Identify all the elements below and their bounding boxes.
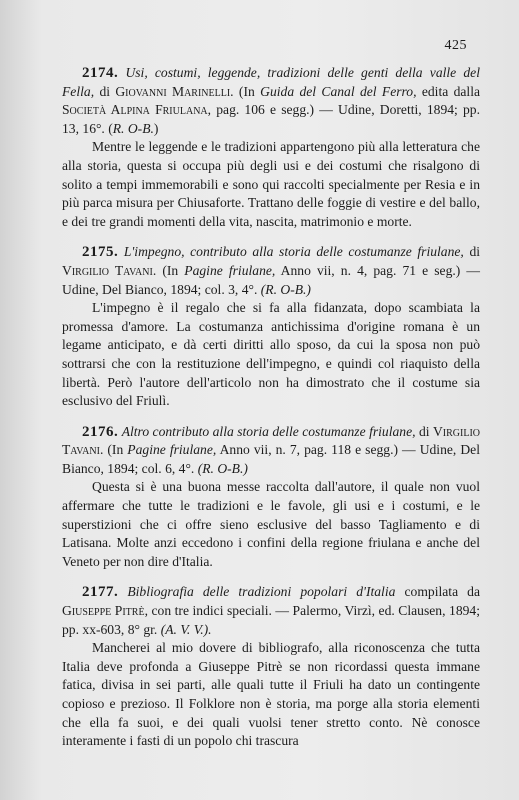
- entry-description: Mentre le leggende e le tradizioni appartengono più alla letteratura che alla storia, questa si occupa più degli usi e dei costumi che risalgono di solito a tempi immemorabili e sono qui raccolti specialmente per Resia e in più parca misura per Chiusaforte. Trattano delle foggie di vestire e del ballo, e dei tre grandi momenti della vita, nascita, matrimonio e morte.: [62, 139, 480, 229]
- entry-author: Virgilio Tavani.: [62, 262, 157, 278]
- entry-publication-details: Anno vii, n. 7, pag. 118 e segg.) — Udine, Del Bianco, 1894; col. 6, 4°.: [62, 442, 480, 476]
- entry-signature: (R. O-B.): [197, 460, 248, 476]
- entry-publication-details: pag. 106 e segg.) — Udine, Doretti, 1894; pp. 13, 16°. (: [62, 102, 481, 136]
- entry-by: di: [469, 244, 481, 260]
- entry-title: L'impegno, contributo alla storia delle costumanze friulane,: [123, 244, 464, 260]
- entry-author: Virgilio Tavani.: [62, 423, 480, 458]
- entry-pre-author: compilata da: [404, 584, 481, 600]
- entry-pub-pre: (In: [107, 442, 124, 458]
- entry-2176: [62, 423, 480, 572]
- entry-signature: (R. O-B.): [260, 281, 311, 297]
- entry-publication-title: Guida del Canal del Ferro,: [260, 83, 417, 99]
- bibliography-entries: [62, 64, 480, 763]
- entry-citation: [62, 243, 480, 299]
- entry-description: Mancherei al mio dovere di bibliografo, alla riconoscenza che tutta Italia deve profonda a Giuseppe Pitrè se non ricordassi questa immane fatica, divisa in sei parti, alle quali tutte il Friuli ha dato un contingente copioso e prezioso. Il Folklore non è storia, ma porge alla storia elementi che ella fa suoi, e dei quali vuolsi tener stretto conto. Nè conosce interamente i fasti di un popolo chi trascura: [62, 640, 480, 749]
- entry-author: Giuseppe Pitrè,: [62, 603, 148, 619]
- entry-publication-title: Pagine friulane,: [127, 442, 217, 458]
- entry-by: di: [99, 83, 111, 99]
- entry-publication-details: con tre indici speciali. — Palermo, Virzì, ed. Clausen, 1894; pp. xx-603, 8° gr.: [62, 603, 480, 637]
- entry-pub-pre: (In: [238, 83, 255, 99]
- entry-number: 2176.: [82, 423, 119, 440]
- entry-citation: [62, 423, 480, 479]
- entry-number: 2177.: [82, 584, 119, 601]
- entry-title: Usi, costumi, leggende, tradizioni delle genti della valle del Fella,: [62, 65, 480, 99]
- entry-description: Questa si è una buona messe raccolta dall'autore, il quale non vuol affermare che tutte le tradizioni e le favole, gli usi e i costumi, e le superstizioni che ci offre sieno esclusive del basso Tagliamento e di Latisana. Molte anzi eccedono i confini della regione friulana e anche del Veneto per non dire d'Italia.: [62, 479, 480, 569]
- entry-description: L'impegno è il regalo che si fa alla fidanzata, dopo scambiata la promessa d'amore. La costumanza antichissima d'origine romana è un legame anticipato, e dà certi diritti allo sposo, da cui la sposa non può sottrarsi che con la restituzione dell'impegno, e quindi col riaquisto della libertà. Però l'autore dell'articolo non ha dimostrato che il costume sia esclusivo del Friulì.: [62, 300, 480, 409]
- entry-number: 2174.: [82, 65, 119, 81]
- entry-title: Bibliografia delle tradizioni popolari d'Italia: [127, 584, 396, 600]
- page-number: 425: [444, 38, 467, 53]
- entry-publisher-org: Società Alpina Friulana,: [62, 102, 212, 118]
- entry-number: 2175.: [82, 244, 119, 261]
- entry-signature: R. O-B.: [112, 120, 154, 136]
- entry-publication-details: Anno vii, n. 4, pag. 71 e seg.) — Udine, Del Bianco, 1894; col. 3, 4°.: [62, 262, 480, 297]
- entry-title: Altro contributo alla storia delle costumanze friulane,: [121, 423, 416, 439]
- entry-author: Giovanni Marinelli.: [115, 83, 234, 99]
- entry-signature: (A. V. V.).: [160, 621, 212, 637]
- entry-pub-mid: edita dalla: [421, 83, 481, 99]
- entry-publication-title: Pagine friulane,: [184, 262, 276, 278]
- entry-2174: [62, 64, 480, 231]
- entry-2175: [62, 243, 480, 410]
- entry-citation: [62, 64, 480, 138]
- entry-citation: [62, 583, 480, 639]
- entry-by: di: [418, 423, 430, 439]
- entry-signature-close: ): [153, 120, 159, 136]
- entry-pub-pre: (In: [162, 262, 179, 278]
- entry-2177: [62, 583, 480, 750]
